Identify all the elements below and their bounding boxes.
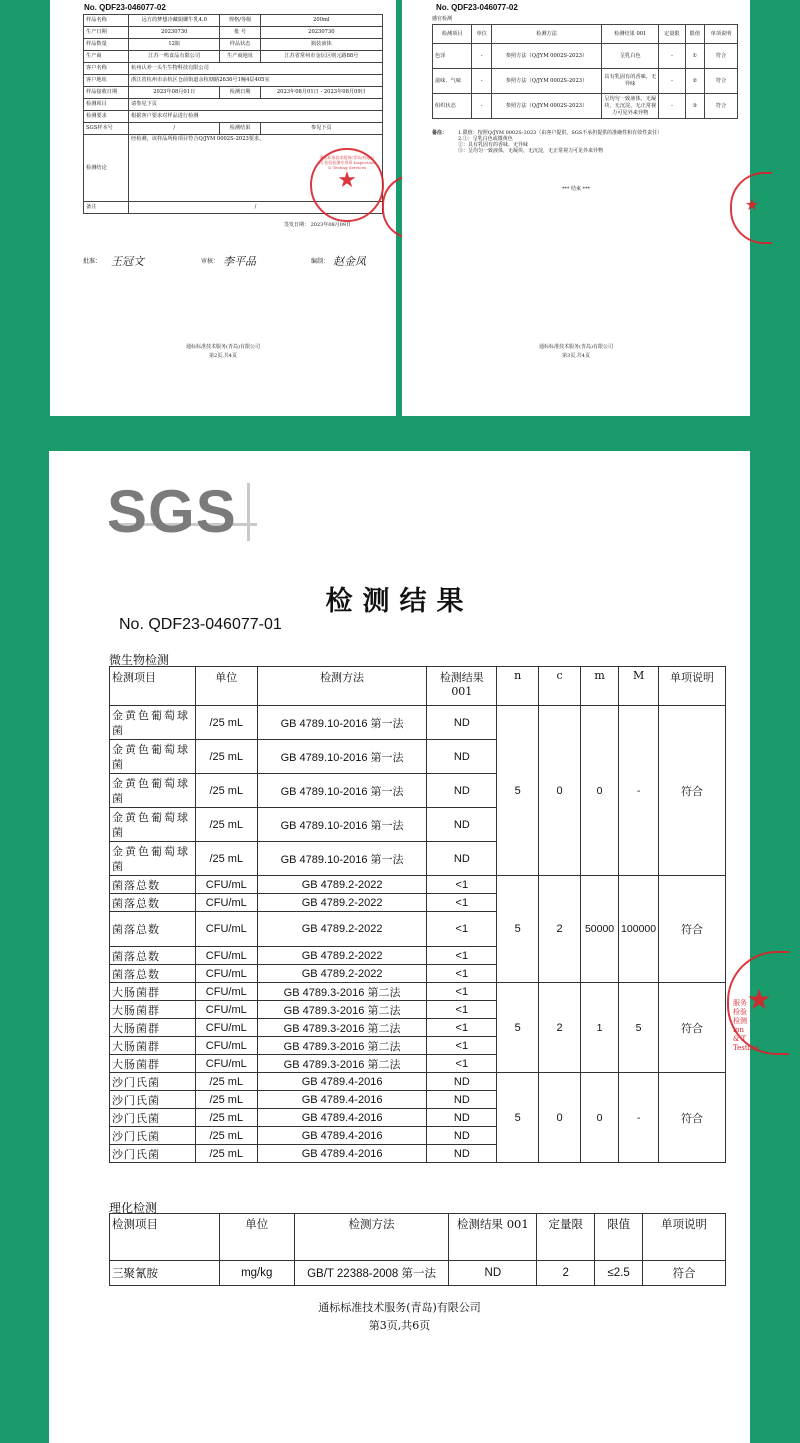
info-value: 参见下页	[260, 123, 382, 135]
info-value: 2023年08月01日 - 2023年08月09日	[260, 87, 382, 99]
item-cell: 大肠菌群	[110, 1019, 196, 1037]
table-cell: -	[472, 44, 492, 69]
page-title: 检测结果	[325, 586, 474, 617]
logo-text: SGS	[107, 478, 237, 545]
M-cell: -	[619, 706, 659, 876]
info-value: 江苏省常州市金坛区则元路88号	[260, 51, 382, 63]
table-cell: ≤2.5	[595, 1261, 643, 1286]
sign-date: 签发日期： 2023年08月09日	[284, 222, 352, 228]
method-cell: GB 4789.2-2022	[257, 876, 427, 894]
result-cell: ND	[427, 842, 497, 876]
unit-cell: CFU/mL	[195, 983, 257, 1001]
info-label: 生产商	[84, 51, 129, 63]
result-cell: ND	[427, 1091, 497, 1109]
item-cell: 沙门氏菌	[110, 1145, 196, 1163]
table-cell: 符合	[705, 94, 738, 119]
header-cell: 检测方法	[491, 25, 601, 44]
header-cell: 检测方法	[257, 667, 427, 706]
unit-cell: /25 mL	[195, 1091, 257, 1109]
verdict-cell: 符合	[659, 983, 726, 1073]
result-cell: <1	[427, 1037, 497, 1055]
info-value: 20230730	[260, 27, 382, 39]
info-value: 浙江省杭州市余杭区仓前街道余杭塘路2636号1幢4层405室	[129, 75, 383, 87]
result-cell: <1	[427, 1055, 497, 1073]
result-cell: <1	[427, 983, 497, 1001]
method-cell: GB 4789.10-2016 第一法	[257, 706, 427, 740]
item-cell: 菌落总数	[110, 876, 196, 894]
item-cell: 大肠菌群	[110, 1055, 196, 1073]
unit-cell: CFU/mL	[195, 912, 257, 947]
header-cell: 单项说明	[705, 25, 738, 44]
info-label: 客户名称	[84, 63, 129, 75]
header-row	[433, 25, 738, 44]
method-cell: GB 4789.3-2016 第二法	[257, 1055, 427, 1073]
info-label: 备注	[84, 202, 129, 214]
c-cell: 2	[539, 876, 581, 983]
item-cell: 沙门氏菌	[110, 1091, 196, 1109]
method-cell: GB 4789.10-2016 第一法	[257, 774, 427, 808]
info-label: 检测结果	[220, 123, 260, 135]
approver-signature: 王冠文	[111, 255, 144, 268]
unit-cell: /25 mL	[195, 1073, 257, 1091]
table-cell: 组织状态	[433, 94, 472, 119]
table-row	[110, 1073, 726, 1091]
unit-cell: /25 mL	[195, 1145, 257, 1163]
unit-cell: CFU/mL	[195, 894, 257, 912]
header-cell: 检测结果 001	[449, 1214, 537, 1261]
footer-company: 通标标准技术服务(青岛)有限公司	[186, 344, 260, 350]
table-cell: -	[659, 69, 685, 94]
info-value: 2023年08月01日	[129, 87, 220, 99]
method-cell: GB 4789.4-2016	[257, 1091, 427, 1109]
table-cell: 参照方法（Q/JYM 0002S-2023）	[491, 69, 601, 94]
item-cell: 金黄色葡萄球菌	[110, 740, 196, 774]
note-line: ②：具有乳固有的香味，无异味	[458, 142, 529, 148]
table-row	[110, 876, 726, 894]
table-cell: ND	[449, 1261, 537, 1286]
header-cell: 定量限	[537, 1214, 595, 1261]
info-row	[84, 63, 383, 75]
header-cell: 定量限	[659, 25, 685, 44]
note-line: 2.①：呈乳白色或微黄色	[458, 136, 513, 142]
item-cell: 金黄色葡萄球菌	[110, 706, 196, 740]
info-value: 12瓶	[129, 39, 220, 51]
info-value: 请参见下页	[129, 99, 383, 111]
header-cell: m	[581, 667, 619, 706]
item-cell: 沙门氏菌	[110, 1127, 196, 1145]
notes-list	[458, 130, 662, 154]
item-cell: 大肠菌群	[110, 1037, 196, 1055]
table-cell: GB/T 22388-2008 第一法	[294, 1261, 449, 1286]
method-cell: GB 4789.10-2016 第一法	[257, 842, 427, 876]
item-cell: 菌落总数	[110, 894, 196, 912]
result-cell: ND	[427, 1109, 497, 1127]
n-cell: 5	[497, 876, 539, 983]
footer-company: 通标标准技术服务(青岛)有限公司	[318, 1301, 481, 1314]
m-cell: 1	[581, 983, 619, 1073]
end-mark: *** 结束 ***	[561, 186, 591, 192]
item-cell: 菌落总数	[110, 912, 196, 947]
info-value: /	[129, 202, 383, 214]
header-cell: 检测结果 001	[427, 667, 497, 706]
logo-bar-vertical	[247, 483, 250, 541]
info-label: 检测日期	[220, 87, 260, 99]
header-cell: 检测项目	[110, 667, 196, 706]
table-cell: -	[472, 69, 492, 94]
table-cell: mg/kg	[219, 1261, 294, 1286]
approver-label: 批准：	[83, 258, 102, 265]
c-cell: 2	[539, 983, 581, 1073]
unit-cell: /25 mL	[195, 774, 257, 808]
report-page-right	[402, 0, 760, 416]
method-cell: GB 4789.10-2016 第一法	[257, 740, 427, 774]
result-cell: ND	[427, 1127, 497, 1145]
unit-cell: CFU/mL	[195, 876, 257, 894]
notes-block	[432, 130, 742, 154]
method-cell: GB 4789.4-2016	[257, 1127, 427, 1145]
signature-row	[83, 256, 383, 270]
phys-section-label: 理化检测	[109, 1201, 158, 1215]
result-cell: ND	[427, 1073, 497, 1091]
info-row	[84, 39, 383, 51]
reviewer-label: 审核：	[201, 258, 220, 265]
table-cell: -	[659, 94, 685, 119]
result-cell: <1	[427, 912, 497, 947]
table-row	[110, 1261, 726, 1286]
note-line: 1.限值：按照Q/JYM 0002S-2023（由客户提供，SGS不承担提供的准确性和有效性责任）	[458, 130, 663, 136]
unit-cell: /25 mL	[195, 808, 257, 842]
method-cell: GB 4789.3-2016 第二法	[257, 1019, 427, 1037]
info-row	[84, 75, 383, 87]
method-cell: GB 4789.2-2022	[257, 947, 427, 965]
verdict-cell: 符合	[659, 1073, 726, 1163]
editor-label: 编制：	[311, 258, 330, 265]
method-cell: GB 4789.10-2016 第一法	[257, 808, 427, 842]
header-cell: n	[497, 667, 539, 706]
header-cell: 限值	[685, 25, 705, 44]
result-cell: <1	[427, 1001, 497, 1019]
info-value: 瓶装液体	[260, 39, 382, 51]
table-cell: 滋味、气味	[433, 69, 472, 94]
header-row	[110, 667, 726, 706]
stamp-text: 通标标准技术服务(青岛)有限公司 检验检测专用章 Inspection & Testing Services	[319, 155, 375, 170]
table-row	[110, 706, 726, 740]
method-cell: GB 4789.3-2016 第二法	[257, 1001, 427, 1019]
unit-cell: CFU/mL	[195, 1001, 257, 1019]
unit-cell: /25 mL	[195, 1109, 257, 1127]
info-row	[84, 27, 383, 39]
header-cell: 检测结果 001	[602, 25, 659, 44]
table-cell: 三聚氰胺	[110, 1261, 220, 1286]
item-cell: 菌落总数	[110, 947, 196, 965]
physicochemical-table	[109, 1213, 726, 1286]
header-cell: 单位	[219, 1214, 294, 1261]
report-page-left	[50, 0, 396, 416]
result-cell: ND	[427, 774, 497, 808]
header-cell: 单位	[195, 667, 257, 706]
result-cell: <1	[427, 876, 497, 894]
table-cell: -	[472, 94, 492, 119]
report-number: No. QDF23-046077-02	[84, 3, 166, 12]
note-line: ③：呈均匀一致液体，无凝块、无沉淀，无正常视力可见外来异物	[458, 148, 604, 154]
M-cell: 100000	[619, 876, 659, 983]
table-cell: 2	[537, 1261, 595, 1286]
header-cell: M	[619, 667, 659, 706]
unit-cell: CFU/mL	[195, 1037, 257, 1055]
header-cell: 单位	[472, 25, 492, 44]
info-label: 检测要求	[84, 111, 129, 123]
info-label: 生产商地址	[220, 51, 260, 63]
table-cell: 符合	[705, 69, 738, 94]
c-cell: 0	[539, 706, 581, 876]
c-cell: 0	[539, 1073, 581, 1163]
unit-cell: CFU/mL	[195, 1019, 257, 1037]
info-value: /	[129, 123, 220, 135]
verdict-cell: 符合	[659, 876, 726, 983]
table-cell: 呈乳白色	[602, 44, 659, 69]
method-cell: GB 4789.4-2016	[257, 1145, 427, 1163]
table-cell: ②	[685, 69, 705, 94]
header-cell: 检测项目	[433, 25, 472, 44]
unit-cell: /25 mL	[195, 740, 257, 774]
verdict-cell: 符合	[659, 706, 726, 876]
table-cell: 参照方法（Q/JYM 0002S-2023）	[491, 44, 601, 69]
info-row	[84, 15, 383, 27]
table-cell: 参照方法（Q/JYM 0002S-2023）	[491, 94, 601, 119]
table-cell: ①	[685, 44, 705, 69]
table-cell: 符合	[705, 44, 738, 69]
result-cell: ND	[427, 706, 497, 740]
info-label: 客户地址	[84, 75, 129, 87]
report-number: No. QDF23-046077-02	[436, 3, 518, 12]
info-value: 江苏一鸣食品有限公司	[129, 51, 220, 63]
reviewer-signature: 李平品	[223, 255, 256, 268]
method-cell: GB 4789.4-2016	[257, 1109, 427, 1127]
n-cell: 5	[497, 1073, 539, 1163]
info-label: 规格/等级	[220, 15, 260, 27]
footer-page: 第3页,共4页	[562, 353, 590, 359]
result-cell: <1	[427, 965, 497, 983]
header-cell: 单项说明	[659, 667, 726, 706]
info-value: 杭州认养一头牛生物科技有限公司	[129, 63, 383, 75]
item-cell: 金黄色葡萄球菌	[110, 774, 196, 808]
method-cell: GB 4789.2-2022	[257, 912, 427, 947]
stamp-partial	[730, 172, 772, 244]
result-cell: <1	[427, 1019, 497, 1037]
info-label: 检测项目	[84, 99, 129, 111]
m-cell: 0	[581, 706, 619, 876]
info-value: 根据客户要求对样品进行检测	[129, 111, 383, 123]
result-cell: ND	[427, 740, 497, 774]
info-row	[84, 51, 383, 63]
footer-page: 第2页,共4页	[209, 353, 237, 359]
footer-company: 通标标准技术服务(青岛)有限公司	[539, 344, 613, 350]
info-value: 200ml	[260, 15, 382, 27]
M-cell: 5	[619, 983, 659, 1073]
info-value: 远方的梦想冷藏娟姗牛乳4.0	[129, 15, 220, 27]
header-cell: 检测方法	[294, 1214, 449, 1261]
table-cell: 呈均匀一致液体，无凝块、无沉淀，无正常视力可见外来异物	[602, 94, 659, 119]
info-row	[84, 123, 383, 135]
item-cell: 沙门氏菌	[110, 1109, 196, 1127]
info-row	[84, 111, 383, 123]
info-row	[84, 87, 383, 99]
star-icon: ★	[744, 195, 760, 214]
table-cell: 色泽	[433, 44, 472, 69]
header-cell: 限值	[595, 1214, 643, 1261]
unit-cell: CFU/mL	[195, 1055, 257, 1073]
microbiology-table	[109, 666, 726, 1163]
unit-cell: /25 mL	[195, 706, 257, 740]
table-cell: 具有乳固有的香味，无异味	[602, 69, 659, 94]
unit-cell: /25 mL	[195, 842, 257, 876]
m-cell: 0	[581, 1073, 619, 1163]
header-cell: 单项说明	[643, 1214, 726, 1261]
m-cell: 50000	[581, 876, 619, 983]
header-cell: 检测项目	[110, 1214, 220, 1261]
table-cell: -	[659, 44, 685, 69]
notes-label: 备注：	[432, 130, 448, 136]
unit-cell: /25 mL	[195, 1127, 257, 1145]
info-label: 样品接收日期	[84, 87, 129, 99]
table-row	[433, 44, 738, 69]
M-cell: -	[619, 1073, 659, 1163]
info-label: 生产日期	[84, 27, 129, 39]
info-label: 样品数量	[84, 39, 129, 51]
info-label: SGS样本号	[84, 123, 129, 135]
stamp-text: 服务 检验检测 ion & T Testing	[733, 999, 759, 1052]
info-row	[84, 99, 383, 111]
table-row	[433, 94, 738, 119]
item-cell: 沙门氏菌	[110, 1073, 196, 1091]
footer-page: 第3页,共6页	[368, 1319, 431, 1332]
result-cell: ND	[427, 1145, 497, 1163]
result-cell: ND	[427, 808, 497, 842]
item-cell: 大肠菌群	[110, 1001, 196, 1019]
table-cell: ③	[685, 94, 705, 119]
item-cell: 金黄色葡萄球菌	[110, 808, 196, 842]
method-cell: GB 4789.4-2016	[257, 1073, 427, 1091]
sgs-logo	[107, 478, 259, 545]
unit-cell: CFU/mL	[195, 965, 257, 983]
method-cell: GB 4789.3-2016 第二法	[257, 1037, 427, 1055]
table-row	[433, 69, 738, 94]
item-cell: 菌落总数	[110, 965, 196, 983]
item-cell: 金黄色葡萄球菌	[110, 842, 196, 876]
method-cell: GB 4789.3-2016 第二法	[257, 983, 427, 1001]
n-cell: 5	[497, 983, 539, 1073]
inspection-stamp	[310, 148, 384, 222]
result-cell: <1	[427, 894, 497, 912]
method-cell: GB 4789.2-2022	[257, 965, 427, 983]
report-number: No. QDF23-046077-01	[119, 616, 282, 633]
info-value: 20230730	[129, 27, 220, 39]
unit-cell: CFU/mL	[195, 947, 257, 965]
table-row	[110, 983, 726, 1001]
editor-signature: 赵金凤	[333, 255, 366, 268]
report-page-main	[49, 451, 772, 1443]
info-value: 经检测，该样品所检项目符合Q/JYM 0002S-2023要求。	[129, 135, 383, 202]
n-cell: 5	[497, 706, 539, 876]
micro-section-label: 微生物检测	[109, 653, 170, 667]
info-label: 批 号	[220, 27, 260, 39]
star-icon: ★	[746, 983, 772, 1016]
info-label: 样品状态	[220, 39, 260, 51]
method-cell: GB 4789.2-2022	[257, 894, 427, 912]
item-cell: 大肠菌群	[110, 983, 196, 1001]
info-label: 样品名称	[84, 15, 129, 27]
star-icon: ★	[337, 168, 357, 194]
section-label: 感官检测	[432, 16, 453, 22]
info-label: 检测结论	[84, 135, 129, 202]
header-row	[110, 1214, 726, 1261]
sensory-table	[432, 24, 738, 119]
table-cell: 符合	[643, 1261, 726, 1286]
result-cell: <1	[427, 947, 497, 965]
header-cell: c	[539, 667, 581, 706]
